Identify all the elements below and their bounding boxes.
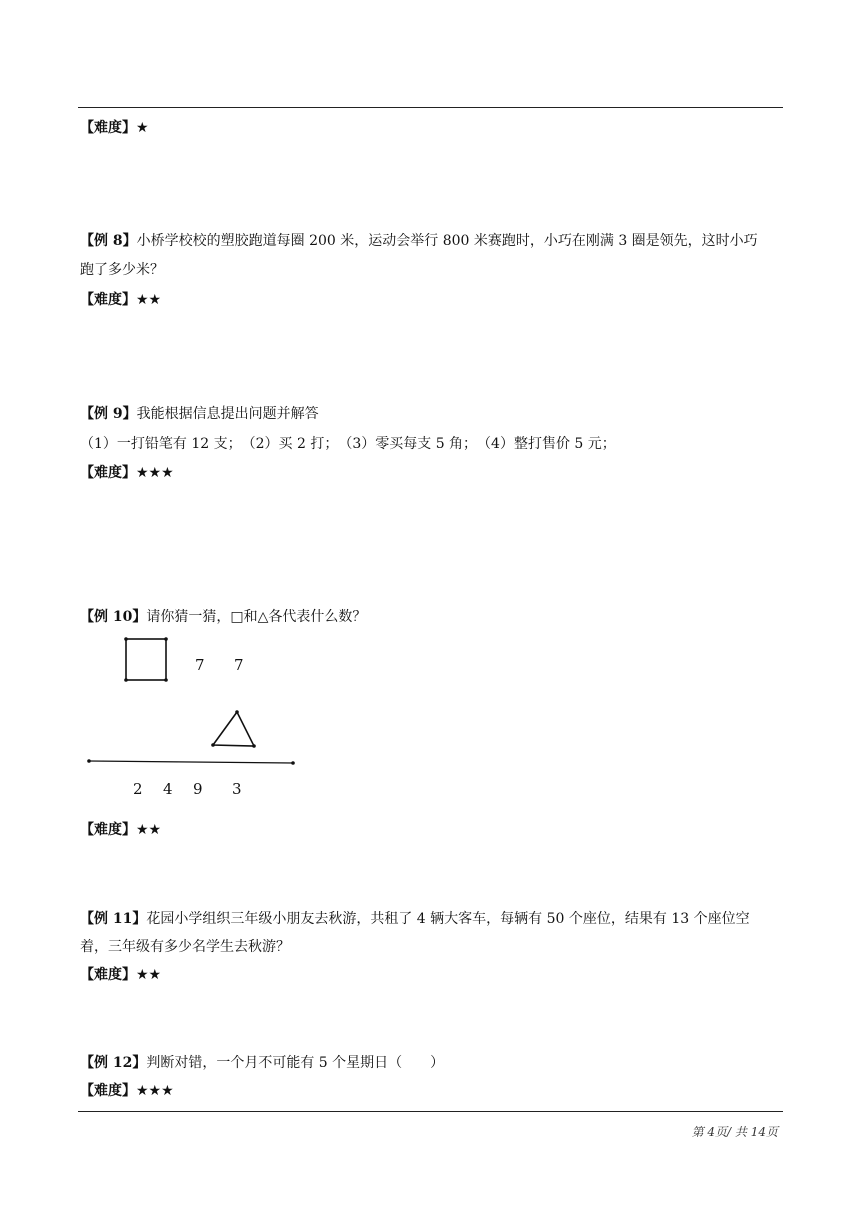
example-8-line-2 xyxy=(80,260,164,280)
square-shape xyxy=(126,639,166,680)
difficulty-label: 【难度】 xyxy=(80,120,136,136)
difficulty-label: 【难度】 xyxy=(80,1083,136,1099)
example-11-text-1: 花园小学组织三年级小朋友去秋游，共租了 4 辆大客车，每辆有 50 个座位，结果有 13 个座位空 xyxy=(146,911,750,927)
header-rule xyxy=(78,107,783,108)
example-9-text-1: 我能根据信息提出问题并解答 xyxy=(136,406,319,422)
example-8-difficulty xyxy=(80,290,161,310)
difficulty-stars: ★★★ xyxy=(136,465,174,481)
example-12-text-1: 判断对错，一个月不可能有 5 个星期日（ ） xyxy=(146,1055,445,1071)
example-11-text-2: 着，三年级有多少名学生去秋游？ xyxy=(80,939,290,955)
example-11-difficulty xyxy=(80,965,161,985)
example-11-line-2 xyxy=(80,937,290,957)
difficulty-line xyxy=(80,118,149,138)
difficulty-label: 【难度】 xyxy=(80,822,136,838)
example-9-line-2 xyxy=(80,434,616,454)
bottom-digit-2: 4 xyxy=(163,780,173,798)
example-9-title: 【例 9】 xyxy=(80,406,137,422)
difficulty-label: 【难度】 xyxy=(80,292,136,308)
difficulty-label: 【难度】 xyxy=(80,967,136,983)
example-12-title: 【例 12】 xyxy=(80,1055,147,1071)
example-11-line-1 xyxy=(80,909,750,929)
difficulty-stars: ★ xyxy=(136,120,149,136)
difficulty-stars: ★★★ xyxy=(136,1083,174,1099)
bottom-digit-3: 9 xyxy=(193,780,203,798)
example-8-text-2: 跑了多少米？ xyxy=(80,262,164,278)
difficulty-label: 【难度】 xyxy=(80,465,136,481)
triangle-shape xyxy=(213,712,254,746)
difficulty-stars: ★★ xyxy=(136,292,162,308)
top-digit-1: 7 xyxy=(195,656,205,674)
example-8-line-1 xyxy=(80,231,758,251)
footer-rule xyxy=(78,1111,783,1112)
sum-line xyxy=(89,761,293,763)
bottom-digit-1: 2 xyxy=(133,780,143,798)
puzzle-diagram xyxy=(80,632,320,782)
puzzle-figure xyxy=(80,632,320,807)
example-8-title: 【例 8】 xyxy=(80,233,137,249)
example-8-text-1: 小桥学校校的塑胶跑道每圈 200 米，运动会举行 800 米赛跑时，小巧在刚满 3 圈是领先，这时小巧 xyxy=(136,233,758,249)
example-11-title: 【例 11】 xyxy=(80,911,147,927)
bottom-digit-4: 3 xyxy=(232,780,242,798)
example-9-line-1 xyxy=(80,404,319,424)
top-digit-2: 7 xyxy=(234,656,244,674)
page-number: 第 4页/ 共 14页 xyxy=(691,1125,778,1139)
example-10-text-1: 请你猜一猜，□和△各代表什么数？ xyxy=(146,609,367,625)
example-10-title: 【例 10】 xyxy=(80,609,147,625)
difficulty-stars: ★★ xyxy=(136,967,162,983)
example-9-text-2: （1）一打铅笔有 12 支； （2）买 2 打； （3）零买每支 5 角； （4）整打售价 5 元； xyxy=(80,436,616,452)
difficulty-stars: ★★ xyxy=(136,822,162,838)
example-10-line-1 xyxy=(80,607,366,627)
example-12-difficulty xyxy=(80,1081,174,1101)
example-12-line-1 xyxy=(80,1053,444,1073)
example-10-difficulty xyxy=(80,820,161,840)
example-9-difficulty xyxy=(80,463,174,483)
